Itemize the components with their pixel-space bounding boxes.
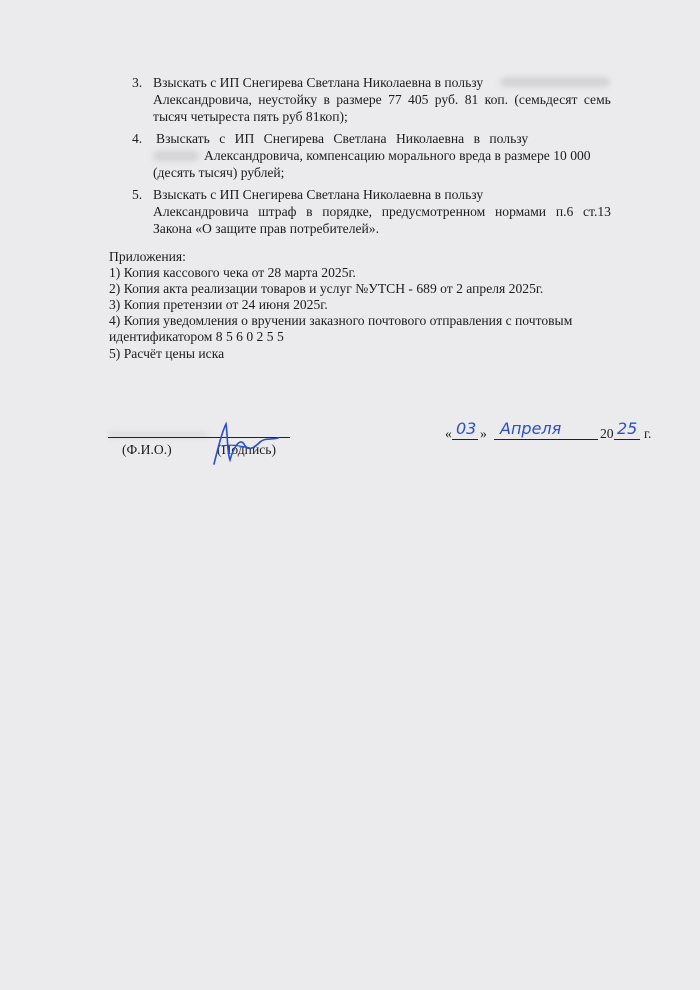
- fio-label: (Ф.И.О.): [122, 442, 172, 457]
- date-day: 03: [456, 419, 477, 438]
- word: предусмотренном: [381, 204, 486, 219]
- word: п.6: [555, 204, 574, 219]
- word: 81: [464, 92, 479, 107]
- word: руб.: [434, 92, 459, 107]
- date-year-prefix: 20: [600, 426, 614, 441]
- item-number: 4.: [132, 131, 143, 146]
- word: штраф: [258, 204, 297, 219]
- attachment-item: идентификатором 8 5 6 0 2 5 5: [109, 329, 284, 344]
- word: ст.13: [583, 204, 611, 219]
- attachment-item: 4) Копия уведомления о вручении заказного почтового отправления с почтовым: [109, 313, 573, 328]
- item-line: Александровича, компенсацию морального вреда в размере 10 000: [204, 148, 591, 163]
- item-line: [153, 91, 611, 108]
- word: размере: [336, 92, 382, 107]
- word: 77: [388, 92, 402, 107]
- redacted-name: [153, 151, 199, 161]
- attachment-item: 3) Копия претензии от 24 июня 2025г.: [109, 297, 328, 312]
- item-line: Взыскать с ИП Снегирева Светлана Николаевна в пользу: [153, 75, 484, 90]
- attachment-item: 2) Копия акта реализации товаров и услуг №УТСН - 689 от 2 апреля 2025г.: [109, 281, 544, 296]
- date-open-quote: «: [445, 426, 452, 441]
- word: Александровича: [153, 204, 249, 219]
- attachments-heading: Приложения:: [109, 249, 186, 264]
- date-year-unit: г.: [644, 426, 652, 441]
- item-number: 3.: [132, 75, 143, 90]
- month-underline: [494, 439, 598, 440]
- word: Александровича,: [153, 92, 252, 107]
- word: порядке,: [322, 204, 373, 219]
- word: (семьдесят: [514, 92, 578, 107]
- attachment-item: 1) Копия кассового чека от 28 марта 2025г.: [109, 265, 356, 280]
- word: неустойку: [258, 92, 318, 107]
- date-close-quote: »: [480, 426, 487, 441]
- item-line: Закона «О защите прав потребителей».: [153, 221, 379, 236]
- handwritten-signature: [210, 418, 282, 468]
- sign-label: (Подпись): [217, 442, 276, 457]
- year-underline: [614, 439, 640, 440]
- word: в: [306, 204, 313, 219]
- item-line: (десять тысяч) рублей;: [153, 165, 285, 180]
- day-underline: [452, 439, 478, 440]
- redacted-name: [500, 77, 610, 87]
- word: 405: [408, 92, 429, 107]
- word: коп.: [484, 92, 509, 107]
- word: в: [323, 92, 330, 107]
- date-year-suffix: 25: [617, 419, 638, 438]
- item-line: Взыскать с ИП Снегирева Светлана Николаевна в пользу: [156, 131, 529, 146]
- date-month: Апреля: [500, 419, 562, 438]
- item-line: тысяч четыреста пять руб 81коп);: [153, 109, 348, 124]
- word: семь: [583, 92, 611, 107]
- item-line: [153, 203, 611, 220]
- item-number: 5.: [132, 187, 143, 202]
- attachment-item: 5) Расчёт цены иска: [109, 346, 225, 361]
- word: нормами: [495, 204, 547, 219]
- item-line: Взыскать с ИП Снегирева Светлана Николаевна в пользу: [153, 187, 484, 202]
